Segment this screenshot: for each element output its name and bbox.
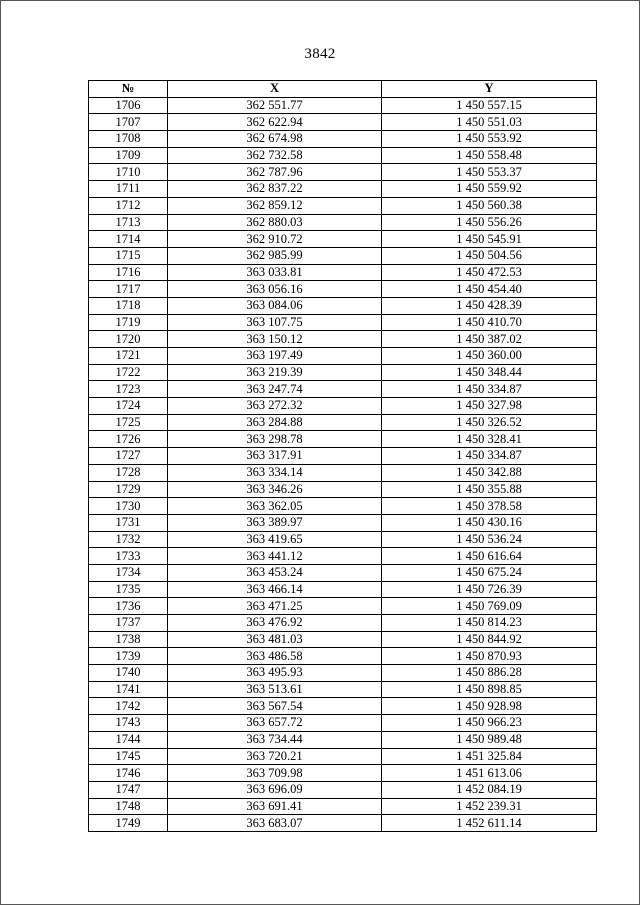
cell-number: 1747 xyxy=(89,781,168,798)
cell-number: 1708 xyxy=(89,131,168,148)
cell-y: 1 450 553.92 xyxy=(382,131,597,148)
cell-x: 363 709.98 xyxy=(168,765,382,782)
cell-x: 362 787.96 xyxy=(168,164,382,181)
cell-y: 1 450 560.38 xyxy=(382,197,597,214)
cell-x: 363 441.12 xyxy=(168,548,382,565)
cell-y: 1 450 326.52 xyxy=(382,414,597,431)
cell-number: 1739 xyxy=(89,648,168,665)
cell-x: 363 284.88 xyxy=(168,414,382,431)
cell-x: 363 033.81 xyxy=(168,264,382,281)
cell-x: 363 453.24 xyxy=(168,564,382,581)
table-row xyxy=(89,314,597,331)
cell-number: 1734 xyxy=(89,564,168,581)
cell-y: 1 450 616.64 xyxy=(382,548,597,565)
cell-number: 1719 xyxy=(89,314,168,331)
cell-x: 362 910.72 xyxy=(168,231,382,248)
cell-x: 363 150.12 xyxy=(168,331,382,348)
cell-x: 363 657.72 xyxy=(168,715,382,732)
table-row xyxy=(89,131,597,148)
table-row xyxy=(89,297,597,314)
cell-y: 1 450 504.56 xyxy=(382,247,597,264)
header-x: X xyxy=(168,81,382,98)
table-row xyxy=(89,531,597,548)
table-row xyxy=(89,631,597,648)
cell-x: 362 859.12 xyxy=(168,197,382,214)
cell-number: 1720 xyxy=(89,331,168,348)
table-row xyxy=(89,281,597,298)
cell-x: 363 486.58 xyxy=(168,648,382,665)
table-row xyxy=(89,398,597,415)
cell-x: 363 481.03 xyxy=(168,631,382,648)
table-row xyxy=(89,698,597,715)
cell-number: 1713 xyxy=(89,214,168,231)
cell-number: 1732 xyxy=(89,531,168,548)
cell-x: 362 551.77 xyxy=(168,97,382,114)
cell-number: 1741 xyxy=(89,681,168,698)
cell-y: 1 452 611.14 xyxy=(382,815,597,832)
cell-x: 363 696.09 xyxy=(168,781,382,798)
cell-number: 1721 xyxy=(89,348,168,365)
cell-x: 363 683.07 xyxy=(168,815,382,832)
cell-y: 1 450 327.98 xyxy=(382,398,597,415)
cell-number: 1707 xyxy=(89,114,168,131)
cell-number: 1727 xyxy=(89,448,168,465)
cell-y: 1 450 410.70 xyxy=(382,314,597,331)
cell-x: 363 734.44 xyxy=(168,731,382,748)
cell-number: 1737 xyxy=(89,615,168,632)
cell-y: 1 450 928.98 xyxy=(382,698,597,715)
cell-number: 1731 xyxy=(89,514,168,531)
table-row xyxy=(89,464,597,481)
cell-y: 1 450 557.15 xyxy=(382,97,597,114)
cell-y: 1 452 084.19 xyxy=(382,781,597,798)
cell-number: 1733 xyxy=(89,548,168,565)
cell-y: 1 450 387.02 xyxy=(382,331,597,348)
cell-number: 1722 xyxy=(89,364,168,381)
cell-x: 363 471.25 xyxy=(168,598,382,615)
table-row xyxy=(89,798,597,815)
cell-y: 1 450 844.92 xyxy=(382,631,597,648)
cell-y: 1 451 613.06 xyxy=(382,765,597,782)
cell-y: 1 450 558.48 xyxy=(382,147,597,164)
cell-x: 363 567.54 xyxy=(168,698,382,715)
cell-x: 362 622.94 xyxy=(168,114,382,131)
table-row xyxy=(89,164,597,181)
table-row xyxy=(89,181,597,198)
cell-y: 1 450 328.41 xyxy=(382,431,597,448)
cell-y: 1 450 726.39 xyxy=(382,581,597,598)
table-row xyxy=(89,331,597,348)
cell-x: 363 107.75 xyxy=(168,314,382,331)
cell-x: 363 298.78 xyxy=(168,431,382,448)
cell-x: 363 389.97 xyxy=(168,514,382,531)
table-row xyxy=(89,598,597,615)
cell-x: 363 720.21 xyxy=(168,748,382,765)
table-row xyxy=(89,247,597,264)
table-row xyxy=(89,264,597,281)
cell-y: 1 450 454.40 xyxy=(382,281,597,298)
header-y: Y xyxy=(382,81,597,98)
table-row xyxy=(89,748,597,765)
cell-number: 1736 xyxy=(89,598,168,615)
cell-y: 1 450 814.23 xyxy=(382,615,597,632)
cell-number: 1740 xyxy=(89,665,168,682)
cell-y: 1 450 989.48 xyxy=(382,731,597,748)
cell-number: 1714 xyxy=(89,231,168,248)
cell-x: 362 880.03 xyxy=(168,214,382,231)
table-row xyxy=(89,364,597,381)
coordinates-table xyxy=(88,80,597,832)
table-row xyxy=(89,564,597,581)
cell-x: 362 837.22 xyxy=(168,181,382,198)
cell-y: 1 451 325.84 xyxy=(382,748,597,765)
cell-number: 1712 xyxy=(89,197,168,214)
table-row xyxy=(89,381,597,398)
table-row xyxy=(89,548,597,565)
cell-number: 1710 xyxy=(89,164,168,181)
cell-y: 1 450 430.16 xyxy=(382,514,597,531)
table-row xyxy=(89,414,597,431)
page-number: 3842 xyxy=(304,46,336,62)
cell-x: 363 691.41 xyxy=(168,798,382,815)
table-row xyxy=(89,214,597,231)
cell-x: 363 419.65 xyxy=(168,531,382,548)
cell-number: 1728 xyxy=(89,464,168,481)
cell-x: 363 513.61 xyxy=(168,681,382,698)
table-row xyxy=(89,431,597,448)
cell-y: 1 450 342.88 xyxy=(382,464,597,481)
table-row xyxy=(89,731,597,748)
table-row xyxy=(89,498,597,515)
table-row xyxy=(89,815,597,832)
cell-y: 1 450 545.91 xyxy=(382,231,597,248)
cell-number: 1744 xyxy=(89,731,168,748)
cell-number: 1730 xyxy=(89,498,168,515)
cell-y: 1 450 472.53 xyxy=(382,264,597,281)
cell-x: 362 985.99 xyxy=(168,247,382,264)
table-row xyxy=(89,514,597,531)
cell-y: 1 450 348.44 xyxy=(382,364,597,381)
table-row xyxy=(89,147,597,164)
table-row xyxy=(89,348,597,365)
cell-y: 1 450 886.28 xyxy=(382,665,597,682)
cell-y: 1 450 355.88 xyxy=(382,481,597,498)
cell-number: 1717 xyxy=(89,281,168,298)
cell-x: 363 495.93 xyxy=(168,665,382,682)
cell-x: 363 317.91 xyxy=(168,448,382,465)
cell-number: 1745 xyxy=(89,748,168,765)
cell-x: 363 197.49 xyxy=(168,348,382,365)
cell-y: 1 450 551.03 xyxy=(382,114,597,131)
cell-number: 1706 xyxy=(89,97,168,114)
cell-number: 1748 xyxy=(89,798,168,815)
cell-x: 363 247.74 xyxy=(168,381,382,398)
table-row xyxy=(89,715,597,732)
cell-number: 1749 xyxy=(89,815,168,832)
table-row xyxy=(89,448,597,465)
cell-y: 1 450 334.87 xyxy=(382,448,597,465)
cell-x: 363 084.06 xyxy=(168,297,382,314)
cell-x: 363 362.05 xyxy=(168,498,382,515)
cell-y: 1 450 769.09 xyxy=(382,598,597,615)
cell-y: 1 450 870.93 xyxy=(382,648,597,665)
cell-number: 1709 xyxy=(89,147,168,164)
table-row xyxy=(89,765,597,782)
cell-y: 1 450 334.87 xyxy=(382,381,597,398)
cell-x: 363 346.26 xyxy=(168,481,382,498)
table-row xyxy=(89,665,597,682)
table-row xyxy=(89,231,597,248)
table-row xyxy=(89,581,597,598)
cell-y: 1 450 378.58 xyxy=(382,498,597,515)
cell-x: 363 466.14 xyxy=(168,581,382,598)
cell-x: 363 219.39 xyxy=(168,364,382,381)
cell-number: 1738 xyxy=(89,631,168,648)
table-row xyxy=(89,114,597,131)
cell-number: 1716 xyxy=(89,264,168,281)
cell-y: 1 452 239.31 xyxy=(382,798,597,815)
cell-x: 362 732.58 xyxy=(168,147,382,164)
header-number: № xyxy=(89,81,168,98)
table-row xyxy=(89,648,597,665)
cell-x: 363 334.14 xyxy=(168,464,382,481)
cell-y: 1 450 559.92 xyxy=(382,181,597,198)
cell-y: 1 450 898.85 xyxy=(382,681,597,698)
cell-number: 1724 xyxy=(89,398,168,415)
cell-number: 1735 xyxy=(89,581,168,598)
cell-number: 1729 xyxy=(89,481,168,498)
cell-x: 362 674.98 xyxy=(168,131,382,148)
cell-number: 1723 xyxy=(89,381,168,398)
cell-y: 1 450 360.00 xyxy=(382,348,597,365)
table-row xyxy=(89,481,597,498)
cell-y: 1 450 428.39 xyxy=(382,297,597,314)
cell-y: 1 450 553.37 xyxy=(382,164,597,181)
cell-y: 1 450 556.26 xyxy=(382,214,597,231)
table-row xyxy=(89,615,597,632)
cell-y: 1 450 675.24 xyxy=(382,564,597,581)
cell-x: 363 272.32 xyxy=(168,398,382,415)
table-body xyxy=(89,97,597,831)
cell-x: 363 056.16 xyxy=(168,281,382,298)
cell-x: 363 476.92 xyxy=(168,615,382,632)
table-row xyxy=(89,681,597,698)
table-row xyxy=(89,197,597,214)
cell-y: 1 450 536.24 xyxy=(382,531,597,548)
cell-number: 1711 xyxy=(89,181,168,198)
table-header-row xyxy=(89,81,597,98)
cell-number: 1715 xyxy=(89,247,168,264)
table-row xyxy=(89,781,597,798)
cell-number: 1746 xyxy=(89,765,168,782)
cell-number: 1743 xyxy=(89,715,168,732)
cell-number: 1742 xyxy=(89,698,168,715)
cell-y: 1 450 966.23 xyxy=(382,715,597,732)
cell-number: 1726 xyxy=(89,431,168,448)
cell-number: 1725 xyxy=(89,414,168,431)
table-row xyxy=(89,97,597,114)
cell-number: 1718 xyxy=(89,297,168,314)
